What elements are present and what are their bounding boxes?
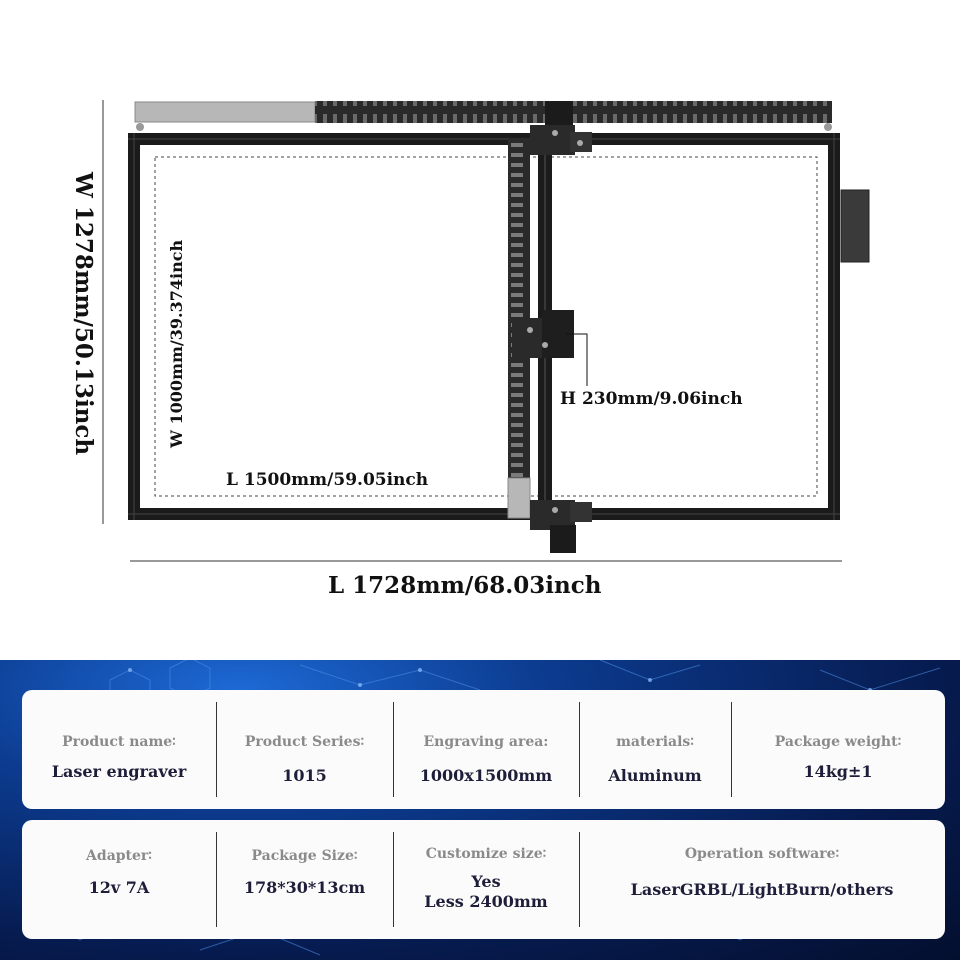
spec-product-series — [216, 690, 393, 809]
spec-value-line2: Less 2400mm — [424, 892, 548, 911]
spec-label: Adapter∶ — [86, 848, 152, 864]
spec-operation-software — [579, 820, 945, 939]
spec-value: Aluminum — [608, 766, 702, 785]
spec-engraving-area — [393, 690, 579, 809]
spec-value: 1000x1500mm — [419, 766, 553, 785]
spec-card-row2 — [22, 820, 945, 939]
spec-label: Product name∶ — [62, 734, 176, 750]
top-drag-chain-right — [570, 101, 832, 123]
spec-label: Package Size∶ — [251, 848, 358, 864]
overall-width-label: W 1278mm/50.13inch — [70, 172, 97, 456]
spec-value: 178*30*13cm — [243, 878, 366, 897]
work-length-label: L 1500mm/59.05inch — [226, 470, 429, 490]
gantry-drag-chain — [508, 138, 530, 478]
spec-customize-size — [393, 820, 579, 939]
top-carriage — [530, 125, 575, 155]
top-drag-chain-left — [315, 101, 545, 123]
spec-value: Laser engraver — [51, 762, 187, 781]
spec-label: Operation software∶ — [684, 846, 840, 862]
spec-value-line1: Yes — [471, 872, 501, 891]
spec-package-weight — [731, 690, 945, 809]
control-box — [841, 190, 869, 262]
spec-adapter — [22, 820, 216, 939]
height-label: H 230mm/9.06inch — [560, 389, 743, 409]
spec-section — [0, 660, 960, 960]
spec-card-row1 — [22, 690, 945, 809]
spec-label: materials∶ — [616, 734, 694, 750]
work-width-label: W 1000mm/39.374inch — [167, 239, 186, 448]
top-rail — [135, 102, 315, 122]
spec-value: LaserGRBL/LightBurn/others — [630, 880, 894, 899]
spec-value: 14kg±1 — [803, 762, 873, 781]
spec-value: 1015 — [282, 766, 327, 785]
work-area-outline — [155, 157, 817, 496]
spec-materials — [579, 690, 731, 809]
spec-label: Engraving area: — [423, 734, 549, 750]
spec-label: Package weight∶ — [774, 734, 902, 750]
gantry-rail — [508, 478, 530, 518]
laser-head-mount — [512, 318, 542, 358]
spec-label: Product Series∶ — [244, 734, 365, 750]
spec-package-size — [216, 820, 393, 939]
spec-label: Customize size∶ — [425, 846, 547, 862]
overall-length-label: L 1728mm/68.03inch — [328, 572, 602, 599]
spec-product-name — [22, 690, 216, 809]
spec-value: 12v 7A — [88, 878, 150, 897]
